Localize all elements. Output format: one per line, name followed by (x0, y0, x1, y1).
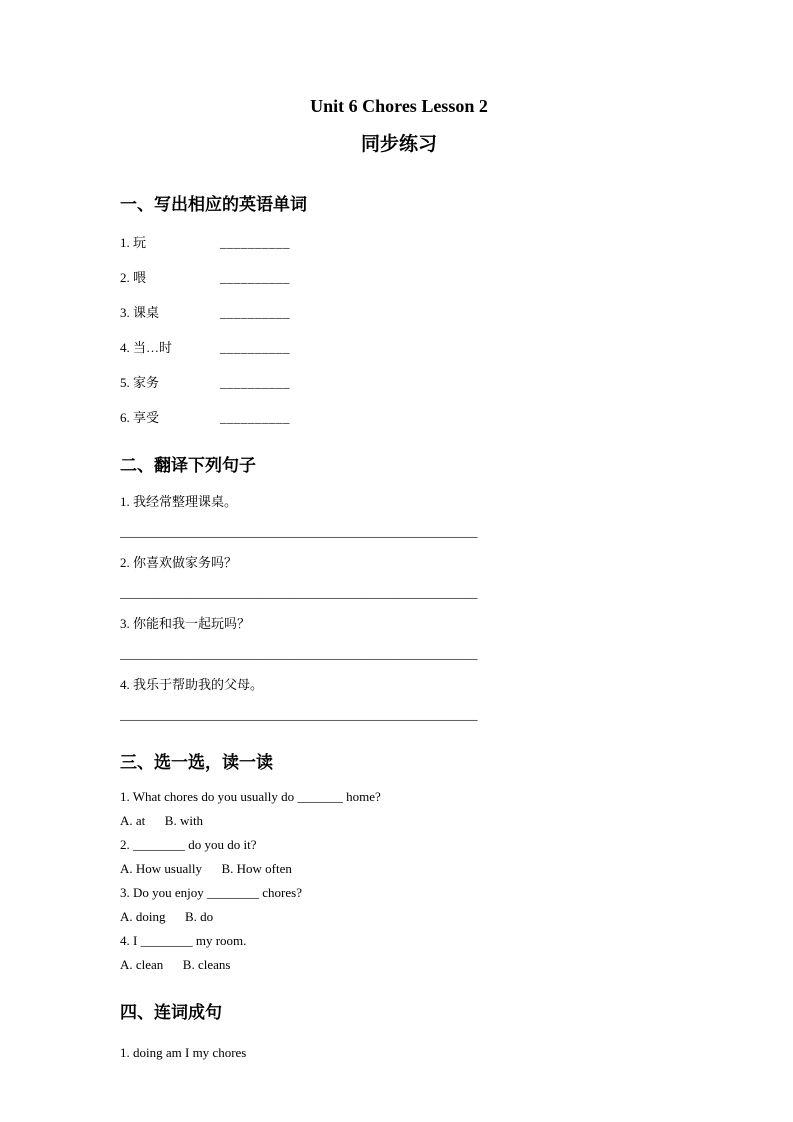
word-item-blank: __________ (220, 270, 290, 285)
word-item-blank: __________ (220, 340, 290, 355)
mc-question: 2. ________ do you do it? (120, 837, 257, 852)
mc-question: 1. What chores do you usually do _______ home? (120, 789, 381, 804)
word-item (120, 410, 678, 425)
word-item-label: 4. 当…时 (120, 340, 173, 355)
rearrange-words-line: 1. doing am I my chores (120, 1045, 247, 1060)
word-item (120, 375, 678, 390)
word-item-label: 1. 玩 (120, 235, 147, 250)
answer-blank-line: _______________________________________________________ (120, 585, 478, 600)
word-item (120, 270, 678, 285)
word-item (120, 235, 678, 250)
mc-question: 3. Do you enjoy ________ chores? (120, 885, 302, 900)
section-1-heading: 一、写出相应的英语单词 (120, 195, 307, 214)
answer-blank-line: _______________________________________________________ (120, 646, 478, 661)
translation-list (120, 494, 678, 722)
word-item (120, 340, 678, 355)
word-item (120, 305, 678, 320)
mc-question: 4. I ________ my room. (120, 933, 247, 948)
translation-prompt: 3. 你能和我一起玩吗？ (120, 616, 251, 631)
mc-options: A. at B. with (120, 813, 204, 828)
word-list (120, 235, 678, 425)
translation-prompt: 2. 你喜欢做家务吗？ (120, 555, 238, 570)
translation-prompt: 1. 我经常整理课桌。 (120, 494, 238, 509)
word-item-label: 6. 享受 (120, 410, 160, 425)
word-item-blank: __________ (220, 235, 290, 250)
answer-blank-line: _______________________________________________________ (120, 707, 478, 722)
mc-options: A. clean B. cleans (120, 957, 231, 972)
word-item-label: 2. 喂 (120, 270, 147, 285)
mc-options: A. How usually B. How often (120, 861, 292, 876)
word-item-blank: __________ (220, 410, 290, 425)
word-item-blank: __________ (220, 375, 290, 390)
mc-options: A. doing B. do (120, 909, 214, 924)
answer-blank-line: _______________________________________________________ (120, 524, 478, 539)
section-3-heading: 三、选一选，读一读 (120, 753, 273, 772)
section-4-heading: 四、连词成句 (120, 1003, 222, 1022)
multiple-choice-list (120, 789, 678, 972)
section-2-heading: 二、翻译下列句子 (120, 456, 256, 475)
page-title: Unit 6 Chores Lesson 2 (310, 96, 488, 116)
page-subtitle: 同步练习 (360, 134, 437, 155)
word-item-label: 5. 家务 (120, 375, 160, 390)
translation-prompt: 4. 我乐于帮助我的父母。 (120, 677, 264, 692)
word-item-blank: __________ (220, 305, 290, 320)
word-item-label: 3. 课桌 (120, 305, 160, 320)
